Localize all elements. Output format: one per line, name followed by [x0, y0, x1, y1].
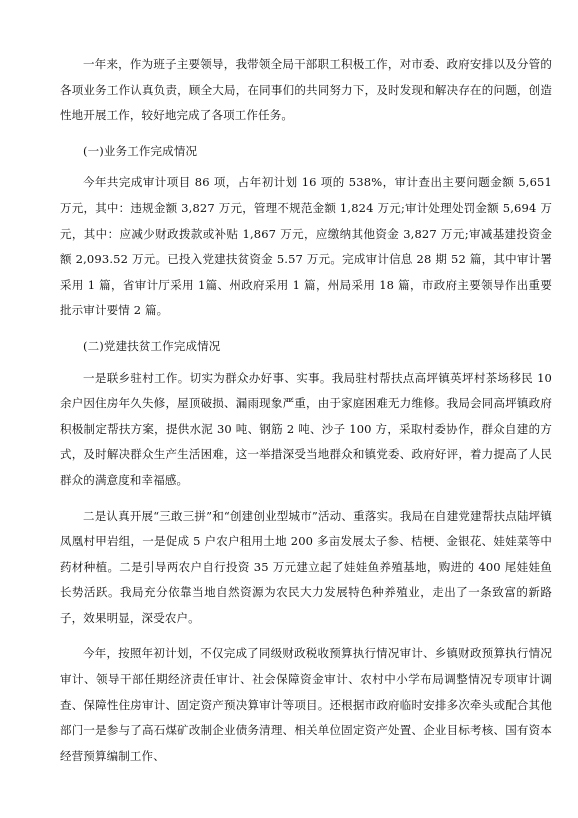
village-work-paragraph: 一是联乡驻村工作。切实为群众办好事、实事。我局驻村帮扶点高坪镇英坪村茶场移民 10 余户因住房年久失修，屋顶破损、漏雨现象严重，由于家庭困难无力维修。我局会同高坪镇政府积极制定帮扶方案，提供水泥 30 吨、钢筋 2 吨、沙子 100 方，采取村委协作，群众自建的方式，及时解决群众生产生活困难，这一举措深受当地群众和镇党委、政府好评，着力提高了人民群众的满意度和幸福感。 [60, 370, 552, 487]
business-summary-paragraph: 今年共完成审计项目 86 项，占年初计划 16 项的 538%，审计查出主要问题金额 5,651 万元，其中：违规金额 3,827 万元，管理不规范金额 1,824 万元;审计处理处罚金额 5,694 万元，其中：应减少财政拨款或补贴 1,867 万元，应缴纳其他资金 3,827 万元;审减基建投资金额 2,093.52 万元。已投入党建扶贫资金 5.57 万元。完成审计信息 28 期 52 篇，其中审计署采用 1 篇，省审计厅采用 1篇、州政府采用 1 篇，州局采用 18 篇，市政府主要领导作出重要批示审计要情 2 篇。 [60, 175, 552, 318]
intro-paragraph: 一年来，作为班子主要领导，我带领全局干部职工积极工作，对市委、政府安排以及分管的各项业务工作认真负责，顾全大局，在同事们的共同努力下，及时发现和解决存在的问题，创造性地开展工作，较好地完成了各项工作任务。 [60, 57, 552, 123]
section-heading-party-building: (二)党建扶贫工作完成情况 [83, 338, 221, 353]
document-page [60, 52, 552, 779]
campaign-paragraph: 二是认真开展“三敢三拼”和“创建创业型城市”活动、重落实。我局在自建党建帮扶点陆坪镇凤凰村甲岩组，一是促成 5 户农户租用土地 200 多亩发展太子参、桔梗、金银花、娃娃菜等中药材种植。二是引导两农户自行投资 35 万元建立起了娃娃鱼养殖基地，购进的 400 尾娃娃鱼长势活跃。我局充分依靠当地自然资源为农民大力发展特色种养殖业，走出了一条致富的新路子，效果明显，深受农户。 [60, 508, 552, 625]
annual-plan-paragraph: 今年，按照年初计划，不仅完成了同级财政税收预算执行情况审计、乡镇财政预算执行情况审计、领导干部任期经济责任审计、社会保障资金审计、农村中小学布局调整情况专项审计调查、保障性住房审计、固定资产预决算审计等项目。还根据市政府临时安排多次牵头或配合其他部门一是参与了高石煤矿改制企业债务清理、相关单位固定资产处置、企业目标考核、国有资本经营预算编制工作、 [60, 646, 552, 763]
section-heading-business: (一)业务工作完成情况 [83, 143, 198, 158]
